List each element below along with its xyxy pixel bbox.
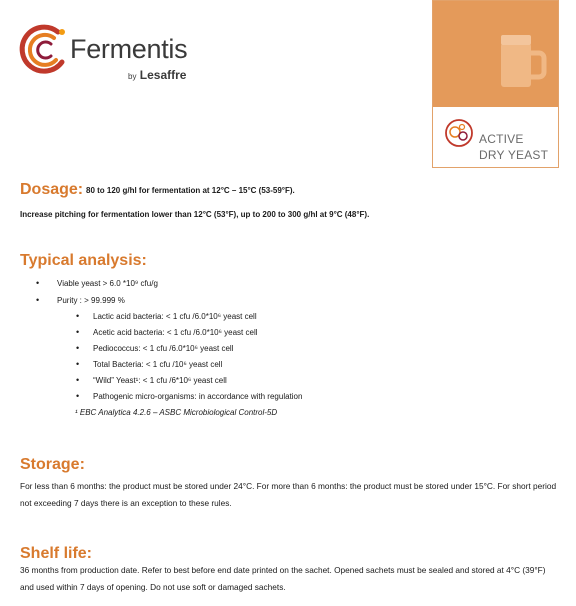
active-dry-yeast-badge [432, 0, 559, 168]
yeast-cells-icon [443, 117, 475, 149]
bullet-icon: • [76, 359, 80, 369]
brand-sub: by Lesaffre [128, 68, 187, 82]
bullet-icon: • [76, 343, 80, 353]
storage-heading: Storage: [20, 456, 85, 473]
bullet-icon: • [76, 311, 80, 321]
shelf-life-text: 36 months from production date. Refer to best before end date printed on the sachet. Opened sachets must be sealed and stored at 4°C (39°F) and used within 7 days of opening. Do not use soft or damaged sachets. [20, 565, 546, 592]
purity-item: Purity : > 99.999 % [57, 296, 125, 305]
sub-item-lactic: Lactic acid bacteria: < 1 cfu /6.0*10⁶ yeast cell [93, 312, 257, 321]
typical-analysis-heading: Typical analysis: [20, 252, 147, 269]
shelf-life-heading: Shelf life: [20, 545, 93, 562]
analysis-footnote: ¹ EBC Analytica 4.2.6 – ASBC Microbiological Control-5D [75, 408, 278, 417]
fermentis-swirl-icon [18, 22, 74, 78]
badge-color-block [433, 1, 558, 107]
dosage-inline-text: 80 to 120 g/hl for fermentation at 12°C – 15°C (53-59°F). [86, 186, 295, 195]
bullet-icon: • [36, 295, 40, 305]
viable-yeast-item: Viable yeast > 6.0 *10⁹ cfu/g [57, 279, 158, 288]
bullet-icon: • [76, 327, 80, 337]
sub-item-acetic: Acetic acid bacteria: < 1 cfu /6.0*10⁶ yeast cell [93, 328, 258, 337]
bullet-icon: • [76, 375, 80, 385]
badge-label: ACTIVE DRY YEAST [479, 132, 549, 162]
storage-text: For less than 6 months: the product must be stored under 24°C. For more than 6 months: the product must be stored under 15°C. For short period not exceeding 7 days there is an exception to these rules. [20, 481, 557, 508]
bullet-icon: • [76, 391, 80, 401]
dosage-heading: Dosage: [20, 181, 84, 198]
dosage-second-line: Increase pitching for fermentation lower than 12°C (53°F), up to 200 to 300 g/hl at 9°C (48°F). [20, 210, 370, 219]
brand-name: Fermentis [70, 34, 188, 64]
sub-item-pathogenic: Pathogenic micro-organisms: in accordance with regulation [93, 392, 303, 401]
sub-item-wild-yeast: “Wild” Yeast¹: < 1 cfu /6*10⁶ yeast cell [93, 376, 227, 385]
sub-item-pediococcus: Pediococcus: < 1 cfu /6.0*10⁶ yeast cell [93, 344, 234, 353]
beer-glass-icon [433, 1, 558, 107]
sub-item-total-bacteria: Total Bacteria: < 1 cfu /10⁶ yeast cell [93, 360, 223, 369]
bullet-icon: • [36, 278, 40, 288]
